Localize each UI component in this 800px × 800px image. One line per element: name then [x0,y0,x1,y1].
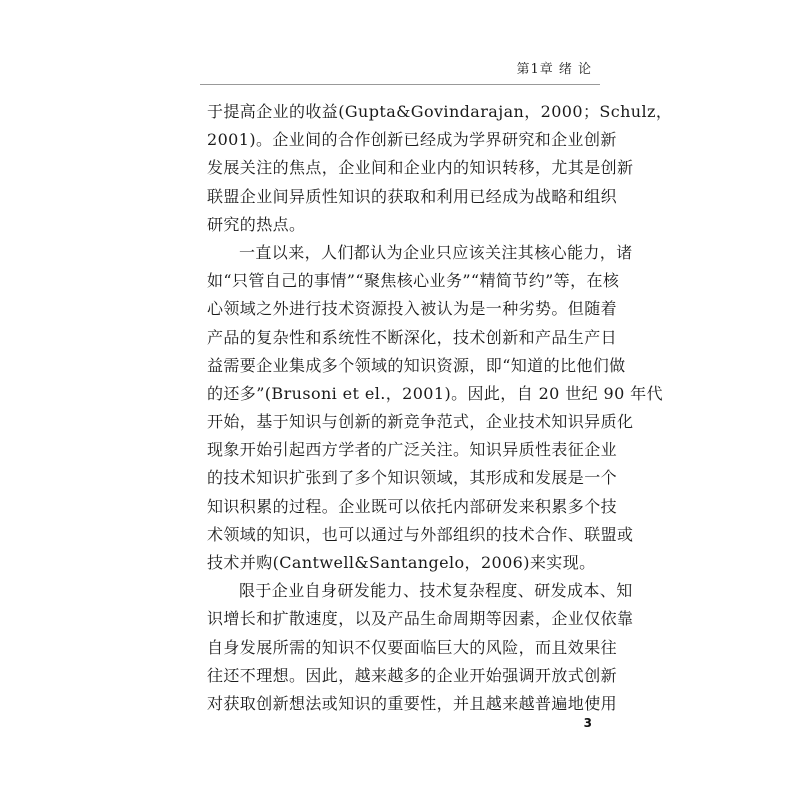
text-line: 技术并购(Cantwell&Santangelo，2006)来实现。 [207,553,596,572]
text-line: 产品的复杂性和系统性不断深化，技术创新和产品生产日 [207,327,618,347]
text-line-paragraph-start: 限于企业自身研发能力、技术复杂程度、研发成本、知 [239,581,633,601]
text-line: 的技术知识扩张到了多个知识领域，其形成和发展是一个 [207,468,618,488]
text-line: 术领域的知识，也可以通过与外部组织的技术合作、联盟或 [207,524,634,544]
text-line: 如“只管自己的事情”“聚焦核心业务”“精简节约”等，在核 [207,271,620,291]
header-divider [200,84,600,85]
text-line: 知识积累的过程。企业既可以依托内部研发来积累多个技 [207,496,618,516]
text-line: 益需要企业集成多个领域的知识资源，即“知道的比他们做 [207,355,626,375]
body-text [207,98,673,718]
text-line: 往还不理想。因此，越来越多的企业开始强调开放式创新 [207,665,618,685]
text-line: 心领域之外进行技术资源投入被认为是一种劣势。但随着 [207,299,618,319]
running-header: 第1章 绪 论 [516,62,592,77]
text-line: 识增长和扩散速度，以及产品生命周期等因素，企业仅依靠 [207,609,634,629]
text-line: 发展关注的焦点，企业间和企业内的知识转移，尤其是创新 [207,158,634,178]
text-line: 2001)。企业间的合作创新已经成为学界研究和企业创新 [207,130,617,150]
text-line: 的还多”(Brusoni et el.，2001)。因此，自 20 世纪 90 年代 [207,383,663,403]
text-line: 现象开始引起西方学者的广泛关注。知识异质性表征企业 [207,440,618,460]
page-number: 3 [583,716,592,730]
text-line: 研究的热点。 [207,214,306,234]
text-line: 自身发展所需的知识不仅要面临巨大的风险，而且效果往 [207,637,618,657]
text-line: 联盟企业间异质性知识的获取和利用已经成为战略和组织 [207,186,618,206]
text-line: 对获取创新想法或知识的重要性，并且越来越普遍地使用 [207,693,618,713]
text-line: 于提高企业的收益(Gupta&Govindarajan，2000；Schulz， [207,102,673,121]
text-line-paragraph-start: 一直以来，人们都认为企业只应该关注其核心能力，诸 [239,242,633,262]
text-line: 开始，基于知识与创新的新竞争范式，企业技术知识异质化 [207,412,634,432]
